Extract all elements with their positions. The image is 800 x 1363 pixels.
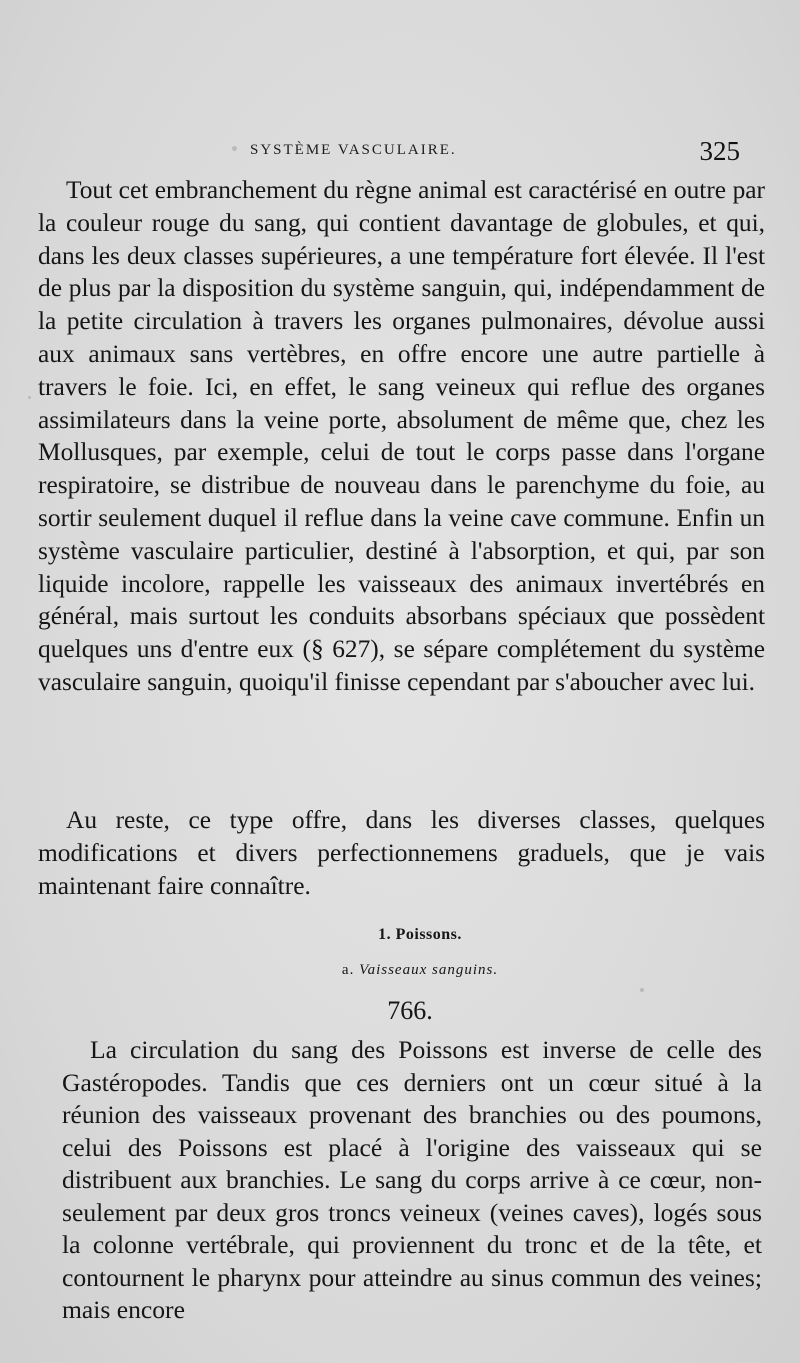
paragraph-au-reste: Au reste, ce type offre, dans les diverses classes, quelques modifications et divers perfectionnemens graduels, que je vais maintenant faire connaître. (38, 806, 765, 900)
paragraph-block-3 (62, 1034, 762, 1327)
ink-speck (28, 396, 31, 399)
section-number: 766. (387, 996, 433, 1025)
paragraph-circulation: La circulation du sang des Poissons est inverse de celle des Gastéropodes. Tandis que ces derniers ont un cœur situé à la réunion des vaisseaux provenant des branchies ou des poumons, celui des Poissons est placé à l'origine des vaisseaux qui se distribuent aux branchies. Le sang du corps arrive à ce cœur, non-seulement par deux gros troncs veineux (veines caves), logés sous la colonne vertébrale, qui proviennent du tronc et de la tête, et contournent le pharynx pour atteindre au sinus commun des veines; mais encore (62, 1035, 762, 1324)
ink-speck (640, 988, 644, 992)
running-head (40, 136, 740, 168)
subsection-heading (0, 962, 800, 979)
paragraph-block-2 (38, 804, 765, 902)
subsection-title: Vaisseaux sanguins. (359, 962, 499, 978)
paragraph-block-1 (38, 174, 765, 699)
section-heading: 1. Poissons. (378, 926, 462, 943)
running-title: SYSTÈME VASCULAIRE. (250, 142, 457, 158)
subsection-letter: a. (341, 962, 355, 978)
ink-speck (232, 146, 237, 151)
paragraph-embranchement: Tout cet embranchement du règne animal est caractérisé en outre par la couleur rouge du sang, qui contient davantage de globules, et qui, dans les deux classes supérieures, a une température fort élevée. Il l'est de plus par la disposition du système sanguin, qui, indépendamment de la petite circulation à travers les organes pulmonaires, dévolue aussi aux animaux sans vertèbres, en offre encore une autre partielle à travers le foie. Ici, en effet, le sang veineux qui reflue des organes assimilateurs dans la veine porte, absolument de même que, chez les Mollusques, par exemple, celui de tout le corps passe dans l'organe respiratoire, se distribue de nouveau dans le parenchyme du foie, au sortir seulement duquel il reflue dans la veine cave commune. Enfin un système vasculaire particulier, destiné à l'absorption, et qui, par son liquide incolore, rappelle les vaisseaux des animaux invertébrés en général, mais surtout les conduits absorbans spéciaux que possèdent quelques uns d'entre eux (§ 627), se sépare complétement du système vasculaire sanguin, quoiqu'il finisse cependant par s'aboucher avec lui. (38, 176, 765, 696)
page-number: 325 (699, 136, 740, 166)
